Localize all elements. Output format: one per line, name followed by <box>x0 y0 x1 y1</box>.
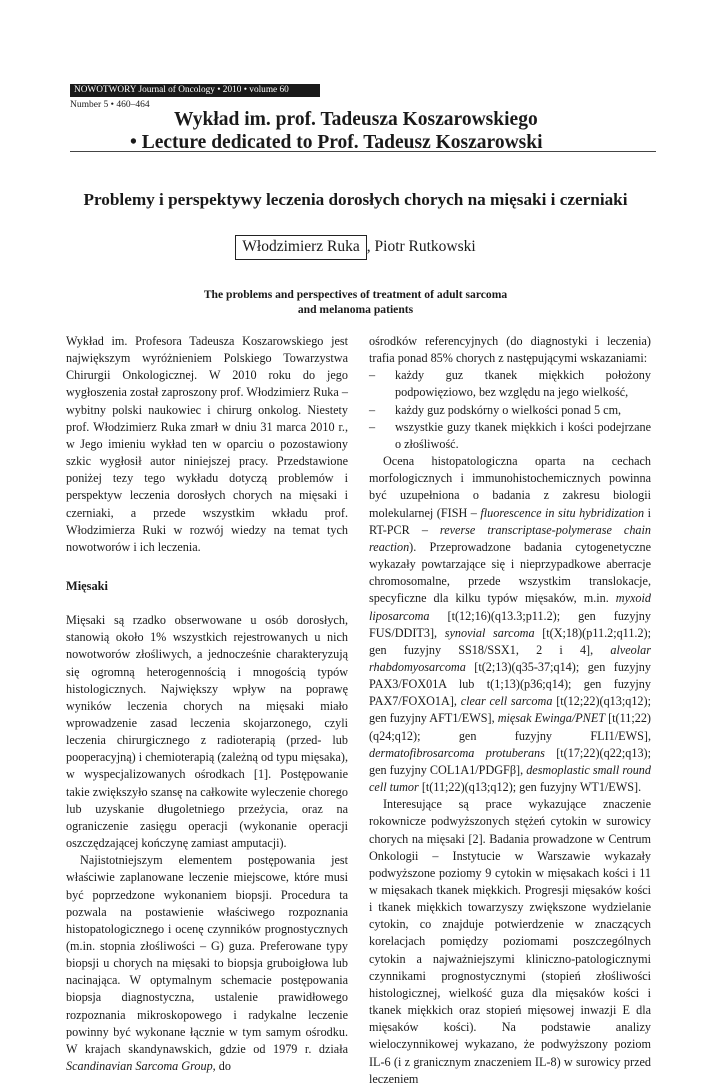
body-paragraph <box>369 453 651 796</box>
text-run: [t(12;16)(q13.3;p11.2); gen fuzyjny FUS/DDIT3], <box>369 608 651 640</box>
text-run: [t(12;22)(q13;q12); gen fuzyjny AFT1/EWS], <box>369 694 651 726</box>
author-separator: , <box>366 238 375 255</box>
journal-banner: NOWOTWORY Journal of Oncology • 2010 • volume 60 <box>70 84 320 97</box>
section-heading: Mięsaki <box>66 579 108 594</box>
issue-number: Number 5 • 460–464 <box>70 100 150 110</box>
italic-text: mięsak Ewinga/PNET <box>497 711 606 726</box>
text-run: ). Przeprowadzone badania cytogenetyczne wykazały powtarzające się i nieprzypadkowe aberracje chromosomalne, przede wszystkim translokacje, specyficzne dla kilku typów mięsaków, m.in. <box>369 539 651 606</box>
text-run: i RT-PCR – <box>369 505 651 537</box>
italic-text: dermatofibrosarcoma protuberans <box>369 745 545 760</box>
lecture-title-en: • Lecture dedicated to Prof. Tadeusz Koszarowski <box>130 132 543 153</box>
left-column <box>66 333 348 1075</box>
lecture-heading <box>130 108 543 154</box>
text-run: [t(2;13)(q35-37;q14); gen fuzyjny PAX3/FOX01A lub t(1;13)(p36;q14); gen fuzyjny PAX7/FOXO1A], <box>369 659 651 709</box>
english-title-line2: and melanoma patients <box>297 303 414 316</box>
italic-text: myxoid liposarcoma <box>369 591 651 623</box>
text-run: Najistotniejszym elementem postępowania jest właściwie zaplanowane leczenie miejscowe, które musi być poprzedzone wykonaniem biopsji. Procedura ta pozwala na postawienie właściwego rozpoznania histopatologicznego i ocenę czynników prognostycznych (m.in. stopnia złośliwości – G) guza. Preferowane typy biopsji u chorych na mięsaki to biopsja gruboigłowa lub nacinająca. W optymalnym schemacie postępowania biopsja diagnostyczna, ustalenie prawidłowego rozpoznania mikroskopowego i radykalne leczenie powinny być wykonane łącznie w tym samym ośrodku. W krajach skandynawskich, gdzie od 1979 r. działa <box>66 853 348 1056</box>
text-run: [t(11;22)(q24;q12); gen fuzyjny FLI1/EWS], <box>369 711 651 743</box>
text-run: [t(11;22)(q13;q12); gen fuzyjny WT1/EWS]. <box>418 780 642 795</box>
text-run: [t(X;18)(p11.2;q11.2); gen fuzyjny SS18/SSX1, 2 i 4], <box>369 625 652 657</box>
body-paragraph: Interesujące są prace wykazujące znaczenie rokownicze podwyższonych stężeń cytokin w surowicy chorych na mięsaki [2]. Badania prowadzone w Centrum Onkologii – Instytucie w Warszawie wykazały podwyższone poziomy 9 cytokin w mięsakach kości i 11 w mięsakach tkanek miękkich. Progresji mięsaków kości i tkanek miękkich towarzyszy zwiększone wydzielanie cytokin, co znajduje potwierdzenie w znaczących korelacjach pomiędzy poziomami poszczególnych cytokin a najważniejszymi kliniczno-patologicznymi czynnikami prognostycznymi (stopień złośliwości histologicznej, wielkość guza dla mięsaków kości i tkanek miękkich oraz stopień mięsowej inwazji E dla mięsaków kości). Na podstawie analizy wieloczynnikowej wykazano, że podwyższony poziom IL-6 (i z granicznym znaczeniem IL-8) w surowicy przed leczeniem <box>369 797 651 1086</box>
english-title-line1: The problems and perspectives of treatment of adult sarcoma <box>203 288 508 301</box>
italic-text: alveolar rhabdomyosarcoma <box>369 642 651 674</box>
body-paragraph <box>66 852 348 1075</box>
lecture-title-pl: Wykład im. prof. Tadeusza Koszarowskiego <box>174 109 538 130</box>
list-item: – każdy guz podskórny o wielkości ponad 5 cm, <box>369 402 651 419</box>
italic-text: fluorescence in situ hybridization <box>480 505 645 520</box>
list-item: – każdy guz tkanek miękkich położony podpowięziowo, bez względu na jego wielkość, <box>369 367 651 401</box>
indications-list <box>369 367 651 453</box>
right-column <box>369 333 651 1088</box>
text-run: do <box>215 1059 231 1074</box>
english-title <box>120 287 591 317</box>
author-name-boxed[interactable]: Włodzimierz Ruka <box>235 235 367 260</box>
author-line <box>0 235 711 260</box>
header-rule <box>70 151 656 152</box>
article-title: Problemy i perspektywy leczenia dorosłych chorych na mięsaki i czerniaki <box>83 190 628 209</box>
text-run: Ocena histopatologiczna oparta na cechach morfologicznych i immunohistochemicznych powinna być uzupełniona o badania z zakresu biologii molekularnej (FISH – <box>369 454 651 520</box>
italic-text: reverse transcriptase-polymerase chain reaction <box>369 522 651 554</box>
list-item: – wszystkie guzy tkanek miękkich i kości podejrzane o złośliwość. <box>369 419 651 453</box>
body-paragraph: Mięsaki są rzadko obserwowane u osób dorosłych, stanowią około 1% wszystkich rejestrowanych u nich nowotworów złośliwych, a jednocześnie charakteryzują się ogromną heterogennością i mnogością typów histologicznych. Największy wpływ na poprawę wyników leczenia chorych na mięsaki miało wprowadzenie zasad leczenia skojarzonego, czyli leczenia chirurgicznego z radioterapią (przed- lub pooperacyjną) i chemioterapią (zależną od typu mięsaka), w wyspecjalizowanych ośrodkach [1]. Postępowanie takie zwiększyło szansę na całkowite wyleczenie chorego lub uzyskanie długoletniego przeżycia, oraz na ograniczenie zasięgu operacji (wykonanie operacji oszczędzającej kończynę zamiast amputacji). <box>66 613 348 851</box>
italic-text: synovial sarcoma <box>444 625 535 640</box>
italic-text: desmoplastic small round cell tumor <box>369 762 651 795</box>
author-name: Piotr Rutkowski <box>374 238 476 255</box>
italic-text: clear cell sarcoma <box>460 694 553 709</box>
text-run: [t(17;22)(q22;q13); gen fuzyjny COL1A1/PDGFβ], <box>369 745 651 777</box>
italic-text: Scandinavian Sarcoma Group, <box>66 1059 216 1074</box>
intro-paragraph: Wykład im. Profesora Tadeusza Koszarowskiego jest największym wyróżnieniem Polskiego Towarzystwa Chirurgii Onkologicznej. W 2010 roku do jego wygłoszenia został zaproszony prof. Włodzimierz Ruka – wybitny polski naukowiec i chirurg onkolog. Niestety prof. Włodzimierz Ruka zmarł w dniu 31 marca 2010 r., w Jego imieniu wykład ten w oparciu o pozostawiony szkic wygłosił autor niniejszej pracy. Przedstawione poniżej tezy tego wykładu dotyczą problemów i perspektyw leczenia dorosłych chorych na mięsaki i czerniaki, a przede wszystkim wkładu prof. Włodzimierza Ruki w rozwój wiedzy na temat tych nowotworów i ich leczenia. <box>66 334 348 554</box>
body-paragraph: ośrodków referencyjnych (do diagnostyki i leczenia) trafia ponad 85% chorych z następującymi wskazaniami: <box>369 334 651 366</box>
